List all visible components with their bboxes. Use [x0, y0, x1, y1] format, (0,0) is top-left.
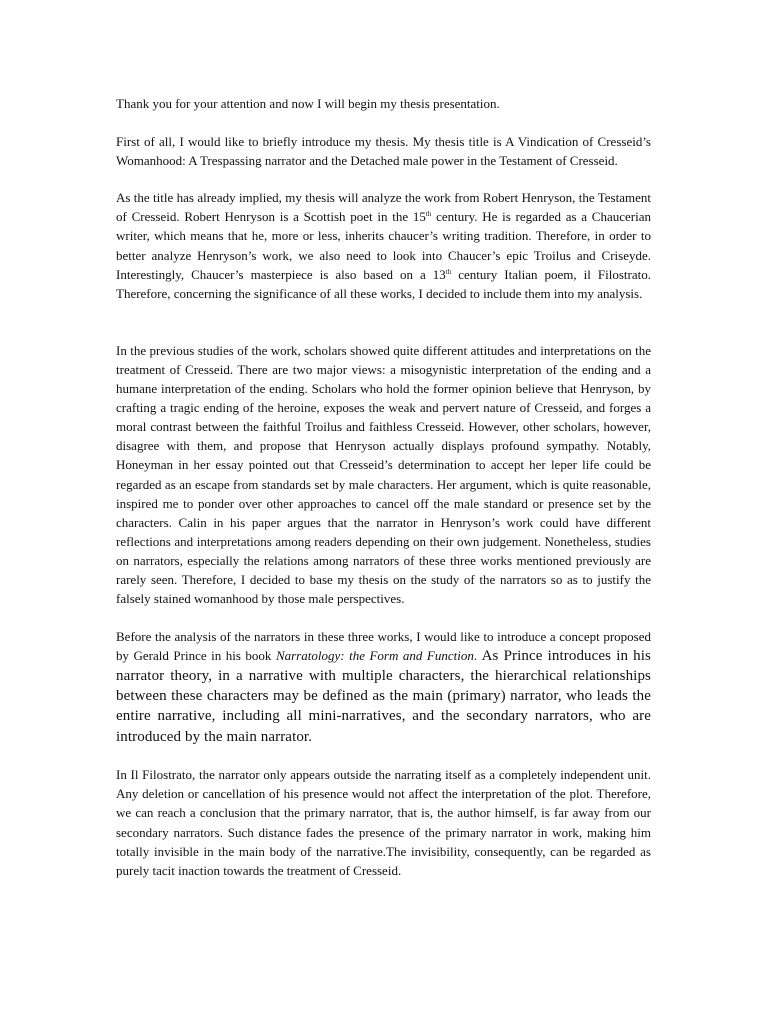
paragraph-opening: Thank you for your attention and now I will begin my thesis presentation. — [116, 96, 500, 111]
ordinal-suffix: th — [425, 210, 432, 219]
paragraph-background-text-c: century Italian poem, il Filostrato. Therefore, concerning the significance of all these works, I decided to include them into my analysis. — [116, 266, 651, 301]
paragraph-background — [116, 188, 651, 303]
paragraph-narrator-theory — [116, 627, 651, 747]
ordinal-suffix: th — [445, 267, 452, 276]
paragraph-previous-studies: In the previous studies of the work, scholars showed quite different attitudes and interpretations on the treatment of Cresseid. There are two major views: a misogynistic interpretation of the ending and a humane interpretation of the ending. Scholars who hold the former opinion believe that Henryson, by crafting a tragic ending of the heroine, exposes the weak and pervert nature of Cresseid, and forges a moral contrast between the faithful Troilus and faithless Cresseid. However, other scholars, however, disagree with them, and propose that Henryson actually displays profound sympathy. Notably, Honeyman in her essay pointed out that Cresseid’s determination to accept her leper life could be regarded as an escape from standards set by male characters. Her argument, which is quite reasonable, inspired me to ponder over other approaches to cancel off the male standard or presence set by the characters. Calin in his paper argues that the narrator in Henryson’s work could have different reflections and interpretations among readers depending on their own judgement. Nonetheless, studies on narrators, especially the relations among narrators of these three works mentioned previously are rarely seen. Therefore, I decided to base my thesis on the study of the narrators so as to justify the falsely stained womanhood by those male perspectives. — [116, 342, 651, 607]
paragraph-narrator-theory-text-a: Before the analysis of the narrators in these three works, I would like to introduce a concept proposed by Gerald Prince in his book — [116, 628, 651, 663]
paragraph-narrator-theory-text-b: . — [473, 647, 482, 663]
book-title: Narratology: the Form and Function — [275, 647, 474, 663]
paragraph-thesis-title: First of all, I would like to briefly introduce my thesis. My thesis title is A Vindication of Cresseid’s Womanhood: A Trespassing narrator and the Detached male power in the Testament of Cresseid. — [116, 133, 651, 168]
document-page — [116, 94, 651, 880]
paragraph-il-filostrato: In Il Filostrato, the narrator only appears outside the narrating itself as a completely independent unit. Any deletion or cancellation of his presence would not affect the interpretation of the plot. Therefore, we can reach a conclusion that the primary narrator, that is, the author himself, is far away from our secondary narrators. Such distance fades the presence of the primary narrator in work, making him totally invisible in the main body of the narrative.The invisibility, consequently, can be regarded as purely tacit inaction towards the treatment of Cresseid. — [116, 767, 651, 878]
paragraph-narrator-theory-text-c: As Prince introduces in his narrator theory, in a narrative with multiple characters, the hierarchical relationships between these characters may be defined as the main (primary) narrator, who leads the entire narrative, including all mini-narratives, and the secondary narrators, who are introduced by the main narrator. — [116, 647, 651, 745]
paragraph-background-text-a: As the title has already implied, my thesis will analyze the work from Robert Henryson, the Testament of Cresseid. Robert Henryson is a Scottish poet in the 15 — [116, 190, 651, 225]
paragraph-background-text-b: century. He is regarded as a Chaucerian writer, which means that he, more or less, inherits chaucer’s writing tradition. Therefore, in order to better analyze Henryson’s work, we also need to look into Chaucer’s epic Troilus and Criseyde. Interestingly, Chaucer’s masterpiece is also based on a 13 — [116, 209, 651, 282]
